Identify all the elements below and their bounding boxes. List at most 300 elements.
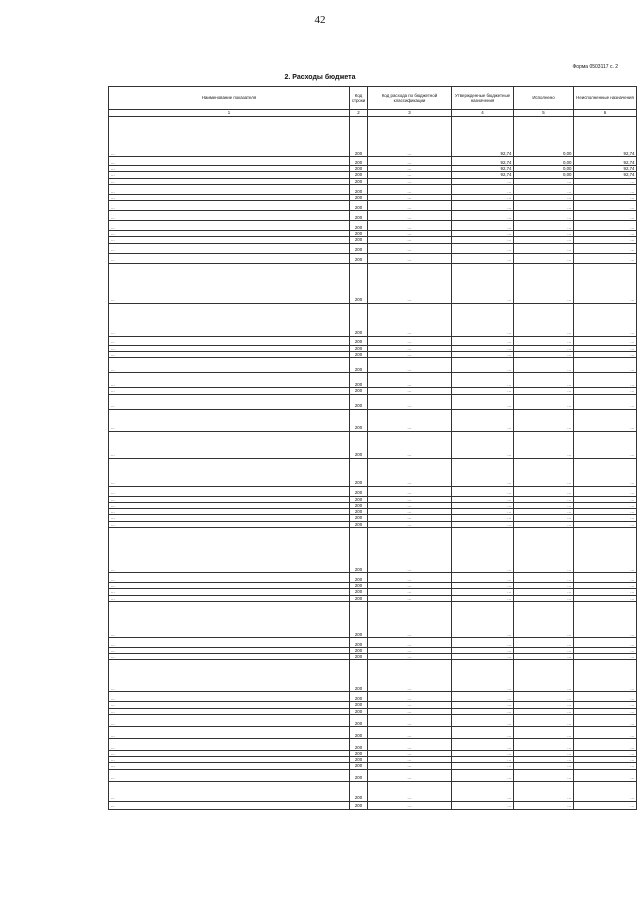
row-approved-amount: … — [452, 345, 514, 351]
row-unfinished-amount: … — [574, 373, 637, 388]
table-row — [109, 253, 637, 263]
row-indicator-name: … — [109, 231, 350, 237]
row-unfinished-amount: … — [574, 253, 637, 263]
form-code: Форма 0503117 с. 2 — [572, 64, 618, 70]
row-executed-amount: … — [514, 763, 574, 769]
row-indicator-name: … — [109, 336, 350, 345]
row-approved-amount: … — [452, 781, 514, 801]
row-approved-amount: … — [452, 708, 514, 714]
row-line-code: 200 — [350, 692, 368, 702]
row-executed-amount: … — [514, 572, 574, 582]
row-indicator-name: … — [109, 515, 350, 521]
row-classification-code: … — [368, 769, 452, 781]
row-unfinished-amount: … — [574, 589, 637, 595]
row-executed-amount: … — [514, 702, 574, 708]
row-unfinished-amount: … — [574, 527, 637, 572]
row-indicator-name: … — [109, 373, 350, 388]
row-approved-amount: … — [452, 647, 514, 653]
row-approved-amount: … — [452, 660, 514, 692]
row-executed-amount: … — [514, 726, 574, 738]
row-unfinished-amount: … — [574, 714, 637, 726]
row-line-code: 200 — [350, 358, 368, 373]
row-approved-amount: … — [452, 515, 514, 521]
row-unfinished-amount: … — [574, 738, 637, 750]
row-executed-amount: … — [514, 243, 574, 253]
row-line-code: 200 — [350, 373, 368, 388]
row-indicator-name: … — [109, 253, 350, 263]
column-number: 3 — [368, 110, 452, 117]
table-row — [109, 201, 637, 211]
column-number: 6 — [574, 110, 637, 117]
row-indicator-name: … — [109, 172, 350, 178]
row-approved-amount: … — [452, 589, 514, 595]
row-executed-amount: … — [514, 660, 574, 692]
row-approved-amount: … — [452, 211, 514, 221]
table-row — [109, 801, 637, 809]
row-approved-amount: … — [452, 178, 514, 184]
row-unfinished-amount: … — [574, 781, 637, 801]
row-line-code: 200 — [350, 243, 368, 253]
row-executed-amount: … — [514, 515, 574, 521]
row-classification-code: … — [368, 345, 452, 351]
row-classification-code: … — [368, 750, 452, 756]
row-approved-amount: … — [452, 231, 514, 237]
header-indicator-name: Наименование показателя — [109, 87, 350, 110]
row-executed-amount: … — [514, 184, 574, 194]
row-approved-amount: … — [452, 757, 514, 763]
row-indicator-name: … — [109, 692, 350, 702]
row-approved-amount: 92,74 — [452, 172, 514, 178]
row-approved-amount: … — [452, 750, 514, 756]
row-executed-amount: … — [514, 769, 574, 781]
table-row — [109, 157, 637, 166]
row-indicator-name: … — [109, 521, 350, 527]
row-line-code: 200 — [350, 157, 368, 166]
row-unfinished-amount: … — [574, 582, 637, 588]
row-executed-amount: … — [514, 409, 574, 431]
row-executed-amount: … — [514, 781, 574, 801]
row-indicator-name: … — [109, 572, 350, 582]
row-indicator-name: … — [109, 660, 350, 692]
row-indicator-name: … — [109, 509, 350, 515]
row-classification-code: … — [368, 726, 452, 738]
row-executed-amount: … — [514, 373, 574, 388]
row-approved-amount: … — [452, 358, 514, 373]
row-unfinished-amount: … — [574, 388, 637, 394]
row-approved-amount: … — [452, 527, 514, 572]
row-classification-code: … — [368, 166, 452, 172]
row-indicator-name: … — [109, 647, 350, 653]
row-executed-amount: … — [514, 303, 574, 336]
row-executed-amount: … — [514, 388, 574, 394]
budget-expenses-table — [108, 86, 637, 810]
row-line-code: 200 — [350, 509, 368, 515]
row-indicator-name: … — [109, 117, 350, 157]
row-line-code: 200 — [350, 394, 368, 409]
row-executed-amount: 0,00 — [514, 117, 574, 157]
column-number: 4 — [452, 110, 514, 117]
row-approved-amount: … — [452, 221, 514, 231]
row-indicator-name: … — [109, 263, 350, 303]
row-line-code: 200 — [350, 637, 368, 647]
row-executed-amount: … — [514, 358, 574, 373]
row-executed-amount: … — [514, 336, 574, 345]
row-approved-amount: … — [452, 201, 514, 211]
table-row — [109, 303, 637, 336]
row-classification-code: … — [368, 496, 452, 502]
row-indicator-name: … — [109, 708, 350, 714]
row-classification-code: … — [368, 702, 452, 708]
row-classification-code: … — [368, 172, 452, 178]
table-row — [109, 184, 637, 194]
row-classification-code: … — [368, 654, 452, 660]
row-line-code: 200 — [350, 647, 368, 653]
row-classification-code: … — [368, 221, 452, 231]
row-classification-code: … — [368, 351, 452, 357]
row-unfinished-amount: … — [574, 409, 637, 431]
row-line-code: 200 — [350, 654, 368, 660]
row-indicator-name: … — [109, 589, 350, 595]
row-unfinished-amount: … — [574, 303, 637, 336]
row-indicator-name: … — [109, 157, 350, 166]
row-unfinished-amount: … — [574, 515, 637, 521]
table-row — [109, 637, 637, 647]
row-unfinished-amount: … — [574, 263, 637, 303]
row-indicator-name: … — [109, 496, 350, 502]
row-executed-amount: … — [514, 589, 574, 595]
row-classification-code: … — [368, 211, 452, 221]
row-approved-amount: … — [452, 637, 514, 647]
row-indicator-name: … — [109, 801, 350, 809]
row-line-code: 200 — [350, 726, 368, 738]
row-approved-amount: … — [452, 263, 514, 303]
row-classification-code: … — [368, 388, 452, 394]
row-approved-amount: … — [452, 194, 514, 200]
row-indicator-name: … — [109, 194, 350, 200]
row-line-code: 200 — [350, 172, 368, 178]
row-classification-code: … — [368, 781, 452, 801]
row-unfinished-amount: 92,74 — [574, 172, 637, 178]
row-line-code: 200 — [350, 231, 368, 237]
row-indicator-name: … — [109, 166, 350, 172]
table-row — [109, 211, 637, 221]
row-classification-code: … — [368, 201, 452, 211]
row-classification-code: … — [368, 458, 452, 486]
table-row — [109, 692, 637, 702]
row-executed-amount: 0,00 — [514, 157, 574, 166]
row-executed-amount: … — [514, 486, 574, 496]
row-approved-amount: … — [452, 303, 514, 336]
row-approved-amount: … — [452, 496, 514, 502]
row-indicator-name: … — [109, 702, 350, 708]
table-row — [109, 572, 637, 582]
row-unfinished-amount: … — [574, 521, 637, 527]
row-executed-amount: … — [514, 237, 574, 243]
row-line-code: 200 — [350, 589, 368, 595]
row-executed-amount: … — [514, 178, 574, 184]
row-approved-amount: … — [452, 394, 514, 409]
row-indicator-name: … — [109, 757, 350, 763]
row-approved-amount: … — [452, 601, 514, 637]
table-row — [109, 601, 637, 637]
row-classification-code: … — [368, 515, 452, 521]
row-line-code: 200 — [350, 757, 368, 763]
row-executed-amount: … — [514, 263, 574, 303]
header-classification-code: Код расхода по бюджетной классификации — [368, 87, 452, 110]
row-classification-code: … — [368, 738, 452, 750]
row-classification-code: … — [368, 527, 452, 572]
row-line-code: 200 — [350, 702, 368, 708]
row-approved-amount: 92,74 — [452, 157, 514, 166]
row-approved-amount: … — [452, 509, 514, 515]
row-indicator-name: … — [109, 769, 350, 781]
row-executed-amount: … — [514, 595, 574, 601]
row-line-code: 200 — [350, 502, 368, 508]
row-classification-code: … — [368, 303, 452, 336]
row-unfinished-amount: … — [574, 757, 637, 763]
row-executed-amount: … — [514, 211, 574, 221]
row-unfinished-amount: … — [574, 601, 637, 637]
row-line-code: 200 — [350, 750, 368, 756]
row-unfinished-amount: … — [574, 336, 637, 345]
row-unfinished-amount: 92,74 — [574, 157, 637, 166]
row-indicator-name: … — [109, 351, 350, 357]
row-line-code: 200 — [350, 801, 368, 809]
row-classification-code: … — [368, 589, 452, 595]
row-indicator-name: … — [109, 358, 350, 373]
row-approved-amount: … — [452, 431, 514, 458]
row-line-code: 200 — [350, 714, 368, 726]
section-title: 2. Расходы бюджета — [284, 74, 356, 81]
row-line-code: 200 — [350, 237, 368, 243]
page-number: 42 — [314, 14, 326, 26]
row-approved-amount: … — [452, 373, 514, 388]
row-classification-code: … — [368, 194, 452, 200]
row-executed-amount: … — [514, 647, 574, 653]
table-row — [109, 336, 637, 345]
row-indicator-name: … — [109, 345, 350, 351]
table-row — [109, 117, 637, 157]
row-classification-code: … — [368, 431, 452, 458]
row-classification-code: … — [368, 358, 452, 373]
row-classification-code: … — [368, 336, 452, 345]
row-line-code: 200 — [350, 351, 368, 357]
row-executed-amount: … — [514, 496, 574, 502]
row-approved-amount: … — [452, 458, 514, 486]
row-approved-amount: … — [452, 409, 514, 431]
row-line-code: 200 — [350, 263, 368, 303]
row-approved-amount: … — [452, 702, 514, 708]
row-approved-amount: … — [452, 692, 514, 702]
row-executed-amount: … — [514, 458, 574, 486]
row-unfinished-amount: … — [574, 750, 637, 756]
row-line-code: 200 — [350, 221, 368, 231]
row-approved-amount: … — [452, 486, 514, 496]
row-executed-amount: … — [514, 637, 574, 647]
row-unfinished-amount: … — [574, 221, 637, 231]
row-classification-code: … — [368, 394, 452, 409]
row-line-code: 200 — [350, 572, 368, 582]
row-line-code: 200 — [350, 194, 368, 200]
row-line-code: 200 — [350, 178, 368, 184]
row-unfinished-amount: … — [574, 243, 637, 253]
row-classification-code: … — [368, 572, 452, 582]
table-row — [109, 243, 637, 253]
row-approved-amount: … — [452, 738, 514, 750]
row-classification-code: … — [368, 253, 452, 263]
row-classification-code: … — [368, 801, 452, 809]
row-line-code: 200 — [350, 336, 368, 345]
row-indicator-name: … — [109, 486, 350, 496]
row-approved-amount: … — [452, 253, 514, 263]
row-classification-code: … — [368, 692, 452, 702]
row-indicator-name: … — [109, 714, 350, 726]
row-unfinished-amount: … — [574, 647, 637, 653]
row-executed-amount: … — [514, 714, 574, 726]
row-indicator-name: … — [109, 303, 350, 336]
table-header-row — [109, 87, 637, 110]
row-indicator-name: … — [109, 582, 350, 588]
row-unfinished-amount: … — [574, 231, 637, 237]
row-unfinished-amount: … — [574, 708, 637, 714]
table-row — [109, 769, 637, 781]
row-unfinished-amount: … — [574, 726, 637, 738]
row-indicator-name: … — [109, 781, 350, 801]
row-unfinished-amount: … — [574, 769, 637, 781]
row-line-code: 200 — [350, 781, 368, 801]
row-executed-amount: … — [514, 253, 574, 263]
row-approved-amount: … — [452, 243, 514, 253]
column-number: 2 — [350, 110, 368, 117]
row-line-code: 200 — [350, 601, 368, 637]
row-indicator-name: … — [109, 502, 350, 508]
row-classification-code: … — [368, 595, 452, 601]
row-approved-amount: … — [452, 595, 514, 601]
row-executed-amount: … — [514, 194, 574, 200]
row-executed-amount: … — [514, 351, 574, 357]
row-line-code: 200 — [350, 388, 368, 394]
table-row — [109, 527, 637, 572]
row-classification-code: … — [368, 660, 452, 692]
row-approved-amount: … — [452, 801, 514, 809]
row-indicator-name: … — [109, 201, 350, 211]
row-classification-code: … — [368, 157, 452, 166]
row-approved-amount: 92,74 — [452, 166, 514, 172]
row-unfinished-amount: … — [574, 178, 637, 184]
row-executed-amount: … — [514, 801, 574, 809]
table-row — [109, 221, 637, 231]
row-unfinished-amount: … — [574, 572, 637, 582]
row-indicator-name: … — [109, 178, 350, 184]
header-approved: Утвержденные бюджетные назначения — [452, 87, 514, 110]
row-approved-amount: … — [452, 763, 514, 769]
row-indicator-name: … — [109, 211, 350, 221]
row-unfinished-amount: … — [574, 345, 637, 351]
row-executed-amount: … — [514, 221, 574, 231]
row-executed-amount: … — [514, 757, 574, 763]
row-indicator-name: … — [109, 601, 350, 637]
row-unfinished-amount: … — [574, 637, 637, 647]
row-executed-amount: … — [514, 582, 574, 588]
row-classification-code: … — [368, 601, 452, 637]
row-approved-amount: … — [452, 184, 514, 194]
row-classification-code: … — [368, 637, 452, 647]
row-unfinished-amount: … — [574, 201, 637, 211]
table-row — [109, 358, 637, 373]
row-classification-code: … — [368, 231, 452, 237]
row-line-code: 200 — [350, 458, 368, 486]
row-unfinished-amount: 92,74 — [574, 166, 637, 172]
row-classification-code: … — [368, 502, 452, 508]
table-row — [109, 738, 637, 750]
row-executed-amount: … — [514, 654, 574, 660]
row-unfinished-amount: … — [574, 194, 637, 200]
row-unfinished-amount: … — [574, 431, 637, 458]
row-approved-amount: … — [452, 726, 514, 738]
row-line-code: 200 — [350, 515, 368, 521]
row-line-code: 200 — [350, 409, 368, 431]
table-row — [109, 458, 637, 486]
row-indicator-name: … — [109, 394, 350, 409]
row-indicator-name: … — [109, 726, 350, 738]
row-line-code: 200 — [350, 738, 368, 750]
row-approved-amount: … — [452, 769, 514, 781]
row-indicator-name: … — [109, 221, 350, 231]
table-row — [109, 263, 637, 303]
row-approved-amount: … — [452, 582, 514, 588]
row-unfinished-amount: … — [574, 509, 637, 515]
row-indicator-name: … — [109, 750, 350, 756]
row-unfinished-amount: … — [574, 763, 637, 769]
row-indicator-name: … — [109, 184, 350, 194]
row-executed-amount: 0,00 — [514, 172, 574, 178]
row-classification-code: … — [368, 373, 452, 388]
row-classification-code: … — [368, 763, 452, 769]
column-number-row — [109, 110, 637, 117]
row-executed-amount: … — [514, 509, 574, 515]
row-approved-amount: … — [452, 388, 514, 394]
row-indicator-name: … — [109, 431, 350, 458]
row-unfinished-amount: … — [574, 496, 637, 502]
row-indicator-name: … — [109, 738, 350, 750]
row-approved-amount: … — [452, 654, 514, 660]
row-unfinished-amount: … — [574, 502, 637, 508]
row-classification-code: … — [368, 708, 452, 714]
table-row — [109, 373, 637, 388]
row-classification-code: … — [368, 409, 452, 431]
row-unfinished-amount: … — [574, 184, 637, 194]
row-line-code: 200 — [350, 431, 368, 458]
row-unfinished-amount: … — [574, 394, 637, 409]
row-classification-code: … — [368, 243, 452, 253]
table-row — [109, 726, 637, 738]
row-unfinished-amount: … — [574, 692, 637, 702]
row-indicator-name: … — [109, 243, 350, 253]
row-line-code: 200 — [350, 582, 368, 588]
row-classification-code: … — [368, 263, 452, 303]
row-line-code: 200 — [350, 769, 368, 781]
header-line-code: Код строки — [350, 87, 368, 110]
row-approved-amount: … — [452, 521, 514, 527]
row-unfinished-amount: … — [574, 595, 637, 601]
row-unfinished-amount: … — [574, 458, 637, 486]
row-executed-amount: … — [514, 431, 574, 458]
row-unfinished-amount: … — [574, 660, 637, 692]
table-row — [109, 394, 637, 409]
row-line-code: 200 — [350, 486, 368, 496]
row-executed-amount: … — [514, 201, 574, 211]
row-line-code: 200 — [350, 303, 368, 336]
